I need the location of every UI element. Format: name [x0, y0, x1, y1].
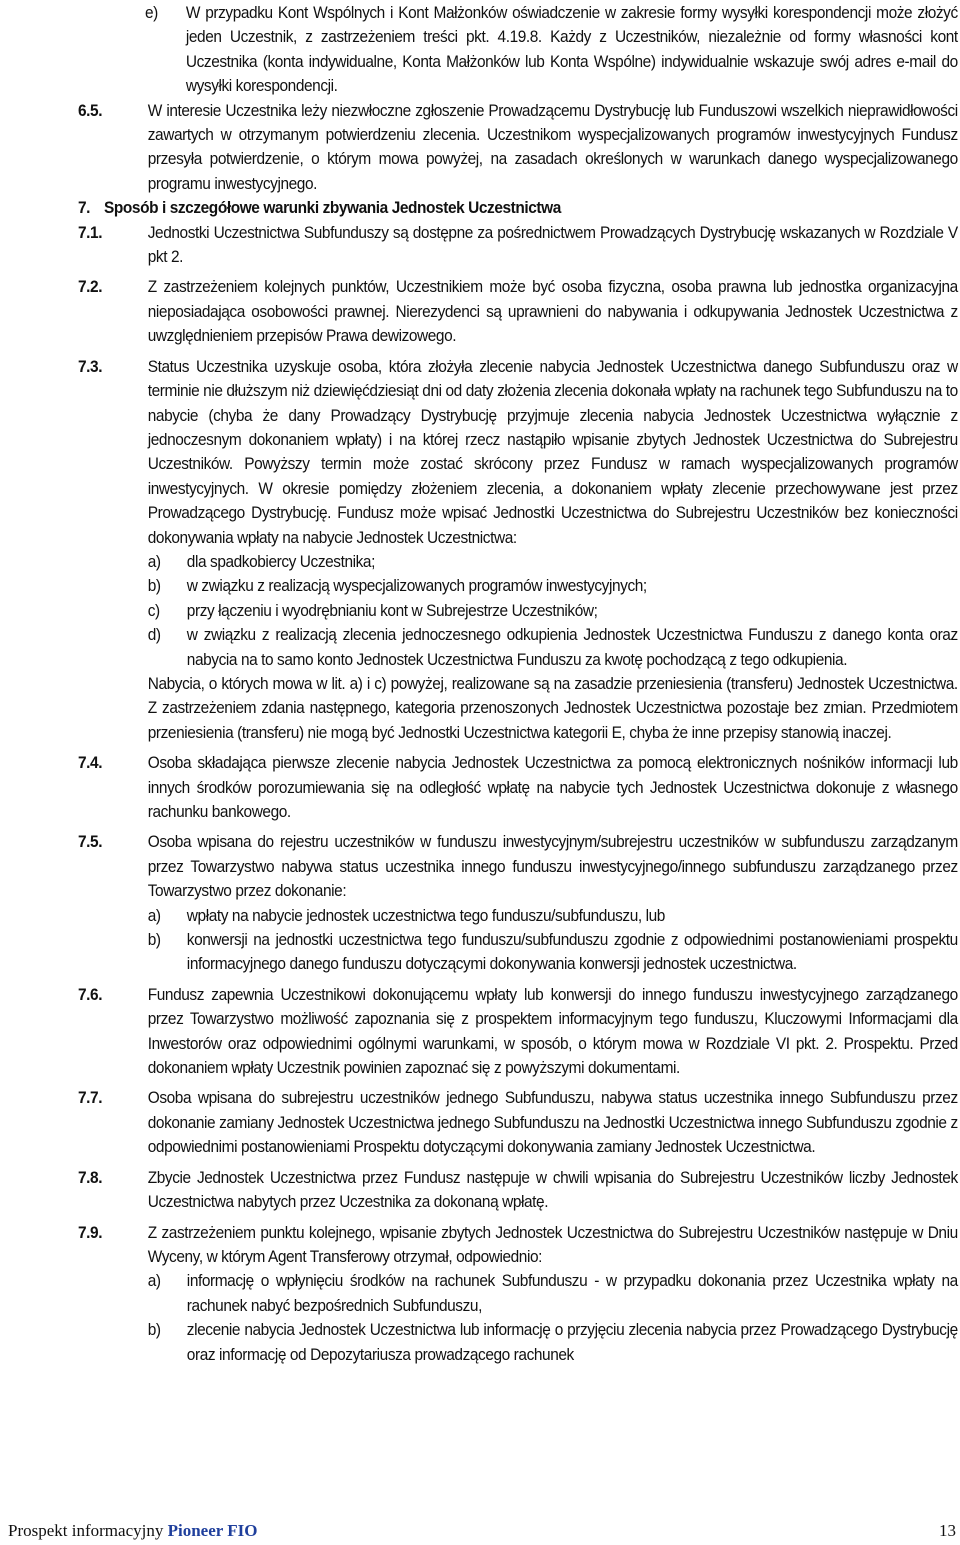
- list-item-b: [78, 1318, 958, 1367]
- section-text: Zbycie Jednostek Uczestnictwa przez Fundusz następuje w chwili wpisania do Subrejestru Uczestników liczby Jednostek Uczestnictwa nabytych przez Uczestnika za dokonaną wpłatę.: [147, 1167, 958, 1212]
- list-label: a): [147, 551, 161, 571]
- list-label: a): [147, 1271, 161, 1291]
- section-text: Osoba składająca pierwsze zlecenie nabycia Jednostek Uczestnictwa za pomocą elektronicznych nośników informacji lub innych środków porozumiewania się na odległość wpłatę na nabycie tych Jednostek Uczestnictwa dokonuje z własnego rachunku bankowego.: [147, 753, 958, 821]
- section-number: 7.5.: [78, 832, 103, 852]
- list-text: W przypadku Kont Wspólnych i Kont Małżonków oświadczenie w zakresie formy wysyłki korespondencji może złożyć jeden Uczestnik, z zastrzeżeniem treści pkt. 4.19.8. Każdy z Uczestników, niezależnie od formy własności kont Uczestnika (konta indywidualne, Konta Małżonków lub Konta Wspólne) indywidualnie wskazuje swój adres e-mail do wysyłki korespondencji.: [185, 3, 958, 96]
- list-text: dla spadkobiercy Uczestnika;: [186, 551, 375, 571]
- list-text: konwersji na jednostki uczestnictwa tego funduszu/subfunduszu zgodnie z odpowiednimi postanowieniami prospektu informacyjnego danego funduszu dotyczącymi dokonywania konwersji jednostek uczestnictwa.: [186, 930, 958, 974]
- section-7-3: [78, 355, 958, 550]
- section-number: 7.4.: [78, 753, 103, 773]
- section-text: Z zastrzeżeniem punktu kolejnego, wpisanie zbytych Jednostek Uczestnictwa do Subrejestru Uczestników następuje w Dniu Wyceny, w którym Agent Transferowy otrzymał, odpowiednio:: [147, 1222, 958, 1266]
- list-text: w związku z realizacją wyspecjalizowanych programów inwestycyjnych;: [186, 576, 647, 596]
- section-number: 7.9.: [78, 1222, 103, 1242]
- section-7-1: [78, 221, 958, 270]
- section-number: 7.2.: [78, 277, 103, 297]
- section-7-6: [78, 983, 958, 1081]
- section-text: Fundusz zapewnia Uczestnikowi dokonującemu wpłaty lub konwersji do innego funduszu inwestycyjnego zarządzanego przez Towarzystwo możliwość zapoznania się z prospektem informacyjnym tego funduszu, Kluczowymi Informacjami dla Inwestorów oraz odpowiednimi ogólnymi warunkami, w sposób, o którym mowa w Rozdziale VI pkt. 2. Prospektu. Przed dokonaniem wpłaty Uczestnik powinien zapoznać się z powyższymi dokumentami.: [147, 984, 958, 1078]
- section-7-2: [78, 275, 958, 348]
- section-text: W interesie Uczestnika leży niezwłoczne zgłoszenie Prowadzącemu Dystrybucję lub Funduszowi wszelkich nieprawidłowości zawartych w otrzymanym potwierdzeniu zlecenia. Uczestnikom wyspecjalizowanych programów inwestycyjnych Fundusz przesyła potwierdzenie, o którym mowa powyżej, na zasadach określonych w warunkach danego wyspecjalizowanego programu inwestycyjnego.: [147, 100, 958, 193]
- list-text: przy łączeniu i wyodrębnianiu kont w Subrejestrze Uczestników;: [186, 600, 598, 620]
- page-number: 13: [939, 1521, 956, 1540]
- section-closing-text: Nabycia, o których mowa w lit. a) i c) powyżej, realizowane są na zasadzie przeniesienia (transferu) Jednostek Uczestnictwa. Z zastrzeżeniem zdania następnego, kategoria przenoszonych Jednostek Uczestnictwa pozostaje bez zmian. Przedmiotem przeniesienia (transferu) nie mogą być Jednostki Uczestnictwa kategorii E, chyba że inne przepisy stanowią inaczej.: [147, 673, 958, 742]
- list-text: zlecenie nabycia Jednostek Uczestnictwa lub informację o przyjęciu zlecenia nabycia przez Prowadzącego Dystrybucję oraz informację od Depozytariusza prowadzącego rachunek: [186, 1320, 958, 1364]
- list-label: d): [147, 625, 161, 645]
- section-text: Osoba wpisana do rejestru uczestników w funduszu inwestycyjnym/subrejestru uczestników w subfunduszu zarządzanym przez Towarzystwo nabywa status uczestnika innego funduszu inwestycyjnego/innego subfunduszu zarządzanego przez Towarzystwo przez dokonanie:: [147, 832, 958, 901]
- list-text: w związku z realizacją zlecenia jednoczesnego odkupienia Jednostek Uczestnictwa Funduszu z danego konta oraz nabycia na to samo konto Jednostek Uczestnictwa Funduszu za kwotę pochodzącą z tego odkupienia.: [186, 625, 958, 669]
- section-text: Osoba wpisana do subrejestru uczestników jednego Subfunduszu, nabywa status uczestnika innego Subfunduszu przez dokonanie zamiany Jednostek Uczestnictwa jednego Subfunduszu na Jednostki Uczestnictwa innego Subfunduszu zgodnie z odpowiednimi postanowieniami Prospektu dotyczącymi dokonywania zamiany Jednostek Uczestnictwa.: [147, 1088, 958, 1157]
- list-item-c: [78, 599, 958, 623]
- section-text: Z zastrzeżeniem kolejnych punktów, Uczestnikiem może być osoba fizyczna, osoba prawna lub jednostka organizacyjna nieposiadająca osobowości prawnej. Nierezydenci są uprawnieni do nabywania i odkupywania Jednostek Uczestnictwa z uwzględnieniem przepisów Prawa dewizowego.: [147, 277, 958, 346]
- list-item-a: [78, 904, 958, 928]
- list-item-e: [78, 1, 958, 99]
- section-7-8: [78, 1166, 958, 1215]
- list-label: a): [147, 905, 161, 925]
- section-7-5: [78, 830, 958, 903]
- section-6-5: [78, 99, 958, 197]
- section-number: 7.7.: [78, 1088, 103, 1108]
- section-7-7: [78, 1086, 958, 1159]
- list-text: wpłaty na nabycie jednostek uczestnictwa tego funduszu/subfunduszu, lub: [186, 905, 665, 925]
- list-label: b): [147, 576, 161, 596]
- footer-title-prefix: Prospekt informacyjny: [8, 1521, 168, 1540]
- section-text: Status Uczestnika uzyskuje osoba, która złożyła zlecenie nabycia Jednostek Uczestnictwa danego Subfunduszu oraz w terminie nie dłuższym niż dziewięćdziesiąt dni od daty złożenia zlecenia dokonała wpłaty na rachunek tego Subfunduszu na to nabycie (chyba że dany Prowadzący Dystrybucję przyjmuje zlecenia nabycia Jednostek Uczestnictwa wyłącznie z jednoczesnym dokonaniem wpłaty) i na której rzecz nastąpiło wpisanie zbytych Jednostek Uczestnictwa do Subrejestru Uczestników. Powyższy termin może zostać skrócony przez Fundusz w ramach wyspecjalizowanych programów inwestycyjnych. W okresie pomiędzy złożeniem zlecenia, a dokonaniem wpłaty zlecenie przechowywane jest przez Prowadzącego Dystrybucję. Fundusz może wpisać Jednostki Uczestnictwa do Subrejestru Uczestników bez konieczności dokonywania wpłaty na nabycie Jednostek Uczestnictwa:: [147, 356, 958, 547]
- page-footer: [8, 1521, 956, 1541]
- list-label: e): [144, 3, 158, 22]
- section-text: Jednostki Uczestnictwa Subfunduszy są dostępne za pośrednictwem Prowadzących Dystrybucję wskazanych w Rozdziale V pkt 2.: [147, 222, 958, 267]
- heading-number: 7.: [78, 198, 91, 218]
- section-7-9: [78, 1221, 958, 1270]
- section-number: 6.5.: [78, 100, 103, 120]
- list-label: c): [147, 600, 160, 620]
- list-item-a: [78, 1269, 958, 1318]
- footer-title: [8, 1521, 257, 1541]
- list-item-b: [78, 574, 958, 598]
- section-number: 7.1.: [78, 222, 103, 242]
- section-7-4: [78, 751, 958, 824]
- list-item-a: [78, 550, 958, 574]
- list-label: b): [147, 1320, 161, 1340]
- list-label: b): [147, 930, 161, 950]
- list-item-d: [78, 623, 958, 672]
- section-number: 7.6.: [78, 984, 103, 1004]
- heading-title: Sposób i szczegółowe warunki zbywania Jednostek Uczestnictwa: [104, 198, 561, 218]
- footer-brand: Pioneer FIO: [167, 1521, 258, 1540]
- list-item-b: [78, 928, 958, 977]
- list-text: informację o wpłynięciu środków na rachunek Subfunduszu - w przypadku dokonania przez Uczestnika wpłaty na rachunek nabyć bezpośrednich Subfunduszu,: [186, 1271, 958, 1315]
- document-body: [78, 0, 958, 1367]
- section-7-heading: [78, 196, 958, 220]
- section-number: 7.8.: [78, 1167, 103, 1187]
- section-number: 7.3.: [78, 356, 103, 376]
